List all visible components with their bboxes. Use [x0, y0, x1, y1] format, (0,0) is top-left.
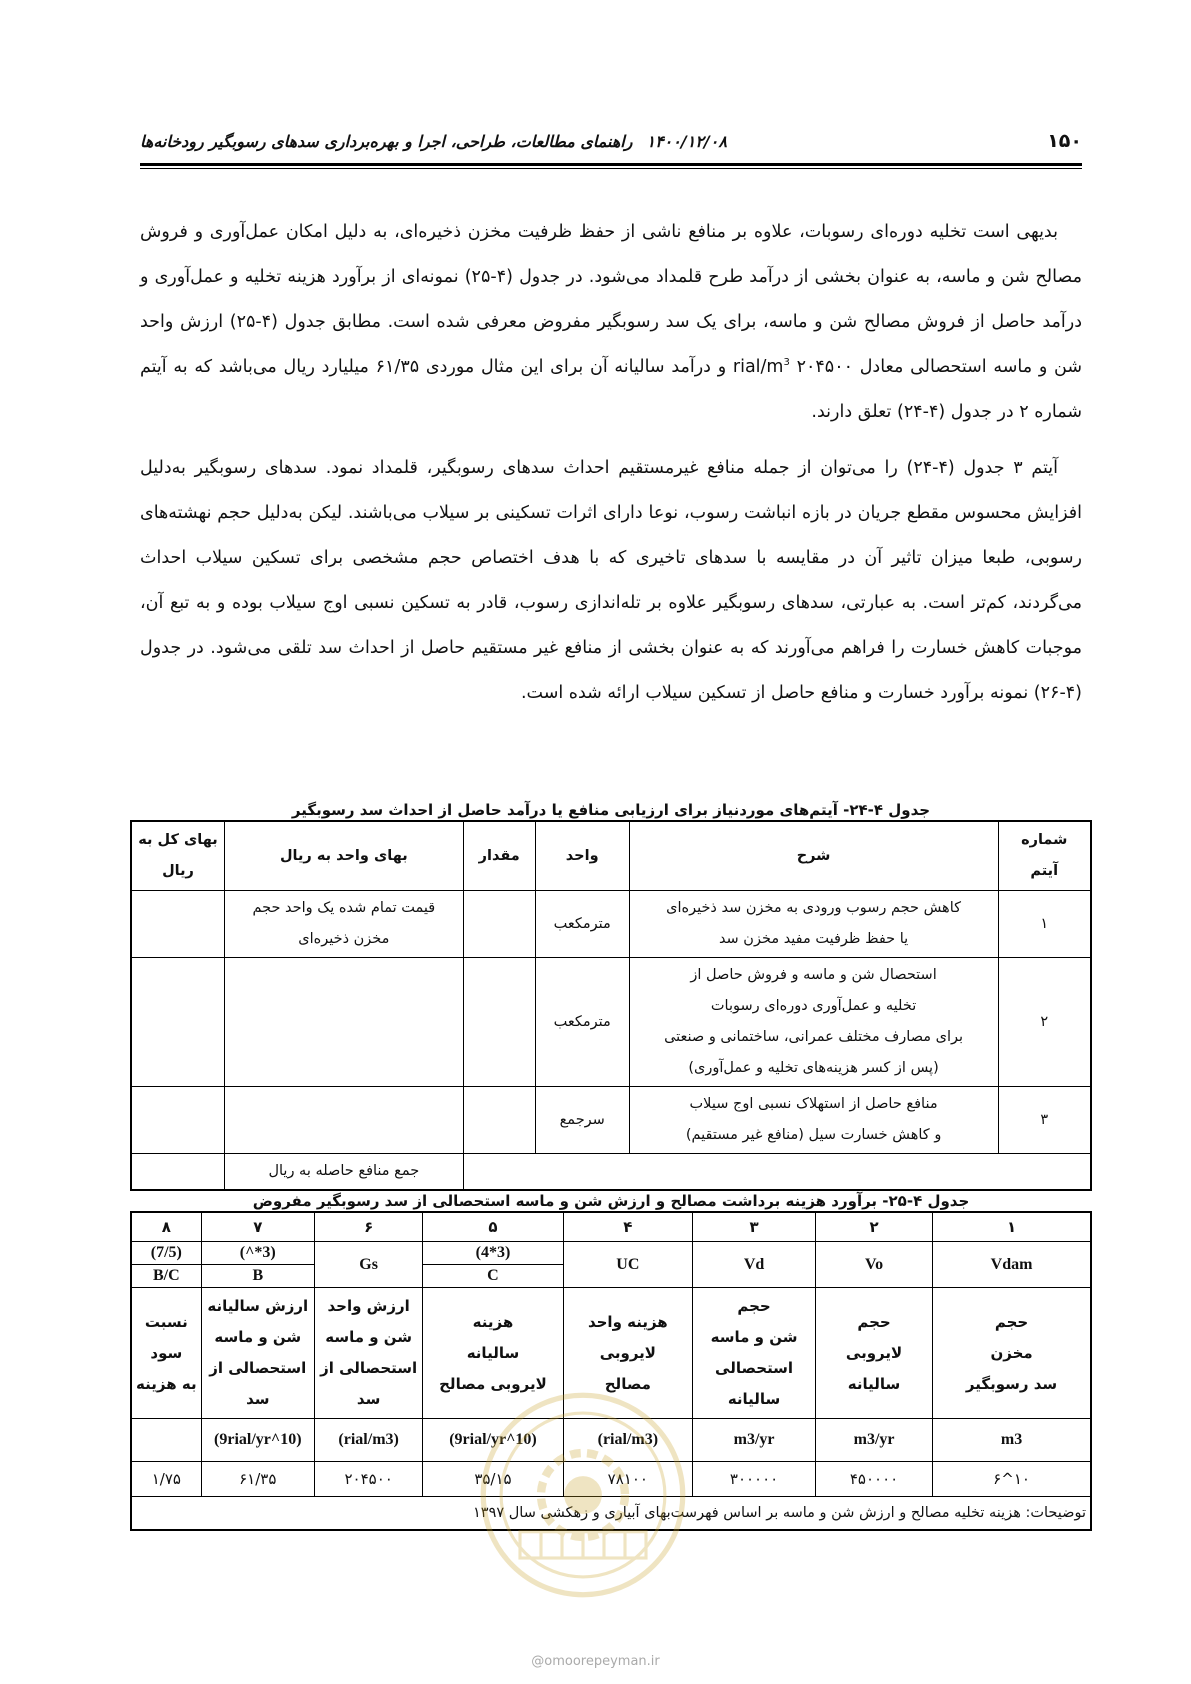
item-unit-price — [225, 891, 464, 958]
column-description-line: استحصالی از — [320, 1359, 418, 1377]
description-line: (پس از کسر هزینه‌های تخلیه و عمل‌آوری) — [688, 1060, 939, 1076]
watermark-seal-icon — [478, 1390, 688, 1600]
column-unit: (rial/m3) — [563, 1419, 693, 1462]
page-header — [140, 128, 1082, 156]
table-note: توضیحات: هزینه تخلیه مصالح و ارزش شن و ماسه بر اساس فهرست‌بهای آبیاری و زهکشی سال ۱۳۹۷ — [131, 1497, 1091, 1531]
column-unit: (10^9rial/yr) — [201, 1419, 314, 1462]
item-total — [131, 891, 225, 958]
column-formula: (3*^) — [201, 1242, 314, 1265]
table-25-caption: جدول ۴-۲۵- برآورد هزینه برداشت مصالح و ارزش شن و ماسه استحصالی از سد رسوبگیر مفروض — [252, 1192, 970, 1210]
description-line: و کاهش خسارت سیل (منافع غیر مستقیم) — [685, 1127, 942, 1143]
column-unit: m3/yr — [816, 1419, 933, 1462]
paragraph-1-part-b: و درآمد سالیانه آن برای این مثال موردی ۶۱/۳۵ میلیارد ریال می‌باشد که به آیتم شماره ۲ در جدول (۴-۲۴) تعلق دارند. — [140, 357, 1082, 422]
header-description: شرح — [629, 821, 998, 891]
column-number: ۱ — [933, 1212, 1091, 1242]
item-total — [131, 1087, 225, 1154]
column-number: ۷ — [201, 1212, 314, 1242]
column-description-line: حجم — [737, 1297, 771, 1315]
item-number: ۲ — [998, 958, 1091, 1087]
item-unit-price — [225, 958, 464, 1087]
header-date: ۱۴۰۰/۱۲/۰۸ — [646, 132, 727, 151]
column-symbol: Gs — [314, 1242, 422, 1288]
header-item-number: شماره آیتم — [998, 821, 1091, 891]
column-value: ۱/۷۵ — [131, 1462, 201, 1497]
item-description — [629, 1087, 998, 1154]
column-description-line: سالیانه — [727, 1390, 781, 1408]
item-unit: مترمکعب — [535, 958, 629, 1087]
header-title: راهنمای مطالعات، طراحی، اجرا و بهره‌برداری سدهای رسوبگیر رودخانه‌ها — [140, 132, 633, 151]
column-symbol: C — [423, 1265, 563, 1288]
column-description-line: حجم — [994, 1312, 1029, 1331]
item-unit: مترمکعب — [535, 891, 629, 958]
column-description — [693, 1288, 816, 1419]
column-description-line: سد — [356, 1390, 381, 1408]
column-value: ۷۸۱۰۰ — [563, 1462, 693, 1497]
sum-row — [131, 1154, 1091, 1191]
running-title — [140, 132, 727, 151]
column-unit: m3/yr — [693, 1419, 816, 1462]
column-description-line: حجم — [857, 1312, 891, 1331]
unit-price-line: مخزن ذخیره‌ای — [298, 931, 390, 947]
item-quantity — [463, 1087, 535, 1154]
column-description-line: سد — [246, 1390, 270, 1408]
column-unit: (10^9rial/yr) — [423, 1419, 563, 1462]
column-description-line: مصالح — [604, 1374, 651, 1393]
header-total-price: بهای کل به ریال — [131, 821, 225, 891]
column-description-line: سود — [150, 1343, 183, 1362]
unit-rial-per-m3 — [733, 357, 790, 377]
column-number: ۸ — [131, 1212, 201, 1242]
unit-price-line: قیمت تمام شده یک واحد حجم — [252, 900, 436, 916]
column-number: ۵ — [423, 1212, 563, 1242]
column-value: ۲۰۴۵۰۰ — [314, 1462, 422, 1497]
item-number: ۳ — [998, 1087, 1091, 1154]
column-description-line: مخزن — [990, 1343, 1033, 1362]
paragraph-2: آیتم ۳ جدول (۴-۲۴) را می‌توان از جمله منافع غیرمستقیم احداث سدهای رسوبگیر، قلمداد نمود. سدهای رسوبگیر به‌دلیل افزایش محسوس مقطع جریان در بازه انباشت رسوب، نوعا دارای اثرات تسکینی بر سیلاب می‌باشند. لیکن به‌دلیل حجم نهشته‌های رسوبی، طبعا میزان تاثیر آن در مقایسه با سدهای تاخیری که با هدف اختصاص حجم مشخصی برای تسکین سیلاب احداث می‌گردند، کم‌تر است. به عبارتی، سدهای رسوبگیر علاوه بر تله‌اندازی رسوب، قادر به تسکین نسبی اوج سیلاب بوده و به تبع آن، موجبات کاهش خسارت را فراهم می‌آورند که به عنوان بخشی از منافع غیر مستقیم حاصل از احداث سد تلقی می‌شود. در جدول (۴-۲۶) نمونه برآورد خسارت و منافع حاصل از تسکین سیلاب ارائه شده است. — [140, 458, 1082, 703]
description-line: کاهش حجم رسوب ورودی به مخزن سد ذخیره‌ای — [666, 900, 962, 916]
table-header-row — [131, 821, 1091, 891]
column-symbol: UC — [563, 1242, 693, 1288]
column-description-line: سالیانه — [847, 1374, 901, 1393]
column-formula: (7/5) — [131, 1242, 201, 1265]
column-symbol: B/C — [131, 1265, 201, 1288]
description-line: استحصال شن و ماسه و فروش حاصل از — [690, 967, 937, 983]
column-unit: (rial/m3) — [314, 1419, 422, 1462]
item-total — [131, 958, 225, 1087]
column-description-line: ارزش واحد — [327, 1297, 410, 1315]
table-row — [131, 1087, 1091, 1154]
column-symbol: B — [201, 1265, 314, 1288]
column-description-line: لایروبی — [599, 1343, 656, 1362]
column-description — [314, 1288, 422, 1419]
column-number: ۶ — [314, 1212, 422, 1242]
column-value: ۱۰^۶ — [933, 1462, 1091, 1497]
column-value: ۳۵/۱۵ — [423, 1462, 563, 1497]
item-description — [629, 958, 998, 1087]
item-number: ۱ — [998, 891, 1091, 958]
column-value: ۳۰۰۰۰۰ — [693, 1462, 816, 1497]
column-description-line: شن و ماسه — [710, 1328, 798, 1346]
description-line: یا حفظ ظرفیت مفید مخزن سد — [718, 931, 909, 947]
items-table — [130, 820, 1092, 1191]
item-unit: سرجمع — [535, 1087, 629, 1154]
description-line: برای مصارف مختلف عمرانی، ساختمانی و صنعتی — [664, 1029, 964, 1045]
column-description-line: لایروبی مصالح — [439, 1374, 547, 1393]
header-rule-thin — [140, 168, 1082, 169]
table-row — [131, 958, 1091, 1087]
column-description-line: استحصالی از — [209, 1359, 307, 1377]
unit-text: rial/m — [732, 357, 784, 377]
column-description-line: شن و ماسه — [325, 1328, 413, 1346]
column-symbol: Vo — [816, 1242, 933, 1288]
header-unit-price: بهای واحد به ریال — [225, 821, 464, 891]
column-description-line: نسبت — [144, 1312, 188, 1331]
paragraph-1-part-a: بدیهی است تخلیه دوره‌ای رسوبات، علاوه بر منافع ناشی از حفظ ظرفیت مخزن ذخیره‌ای، به دلیل امکان عمل‌آوری و فروش مصالح شن و ماسه، به عنوان بخشی از درآمد طرح قلمداد می‌شود. در جدول (۴-۲۵) نمونه‌ای از برآورد هزینه تخلیه و عمل‌آوری و درآمد حاصل از فروش مصالح شن و ماسه، برای یک سد رسوبگیر مفروض معرفی شده است. مطابق جدول (۴-۲۵) ارزش واحد شن و ماسه استحصالی معادل ۲۰۴۵۰۰ — [140, 222, 1083, 377]
column-description-line: شن و ماسه — [214, 1328, 302, 1346]
column-description-line: سالیانه — [466, 1343, 520, 1362]
header-rule-thick — [140, 163, 1082, 166]
description-line: تخلیه و عمل‌آوری دوره‌ای رسوبات — [710, 998, 917, 1014]
table-row — [131, 891, 1091, 958]
item-unit-price — [225, 1087, 464, 1154]
column-description-line: هزینه — [472, 1312, 514, 1331]
column-description-line: استحصالی — [715, 1359, 794, 1377]
unit-superscript: 3 — [783, 357, 790, 369]
column-number: ۴ — [563, 1212, 693, 1242]
column-number: ۳ — [693, 1212, 816, 1242]
table-24-caption: جدول ۴-۲۴- آیتم‌های موردنیاز برای ارزیابی منافع یا درآمد حاصل از احداث سد رسوبگیر — [291, 801, 931, 819]
column-symbol: Vdam — [933, 1242, 1091, 1288]
item-quantity — [463, 891, 535, 958]
sum-total-cell — [131, 1154, 225, 1191]
column-unit: m3 — [933, 1419, 1091, 1462]
column-description-line: لایروبی — [845, 1343, 903, 1362]
column-formula: (3*4) — [423, 1242, 563, 1265]
column-description — [933, 1288, 1091, 1419]
column-number-row — [131, 1212, 1091, 1242]
watermark-url: @omoorepeyman.ir — [531, 1654, 660, 1669]
column-value: ۶۱/۳۵ — [201, 1462, 314, 1497]
sum-label: جمع منافع حاصله به ریال — [225, 1154, 464, 1191]
item-quantity — [463, 958, 535, 1087]
paragraph-1 — [140, 210, 1082, 435]
column-number: ۲ — [816, 1212, 933, 1242]
column-description-line: ارزش سالیانه — [207, 1297, 309, 1315]
column-description-line: به هزینه — [136, 1374, 197, 1393]
column-unit — [131, 1419, 201, 1462]
column-description-line: هزینه واحد — [587, 1312, 668, 1331]
header-quantity: مقدار — [463, 821, 535, 891]
column-symbol: Vd — [693, 1242, 816, 1288]
items-table-body — [131, 891, 1091, 1154]
column-description — [131, 1288, 201, 1419]
column-description — [816, 1288, 933, 1419]
formula-row — [131, 1242, 1091, 1265]
header-unit: واحد — [535, 821, 629, 891]
column-value: ۴۵۰۰۰۰ — [816, 1462, 933, 1497]
page-number: ۱۵۰ — [1047, 130, 1082, 152]
description-line: منافع حاصل از استهلاک نسبی اوج سیلاب — [689, 1096, 938, 1112]
column-description — [201, 1288, 314, 1419]
sum-row-blank — [463, 1154, 1091, 1191]
column-description-line: سد رسوبگیر — [965, 1374, 1058, 1393]
item-description — [629, 891, 998, 958]
